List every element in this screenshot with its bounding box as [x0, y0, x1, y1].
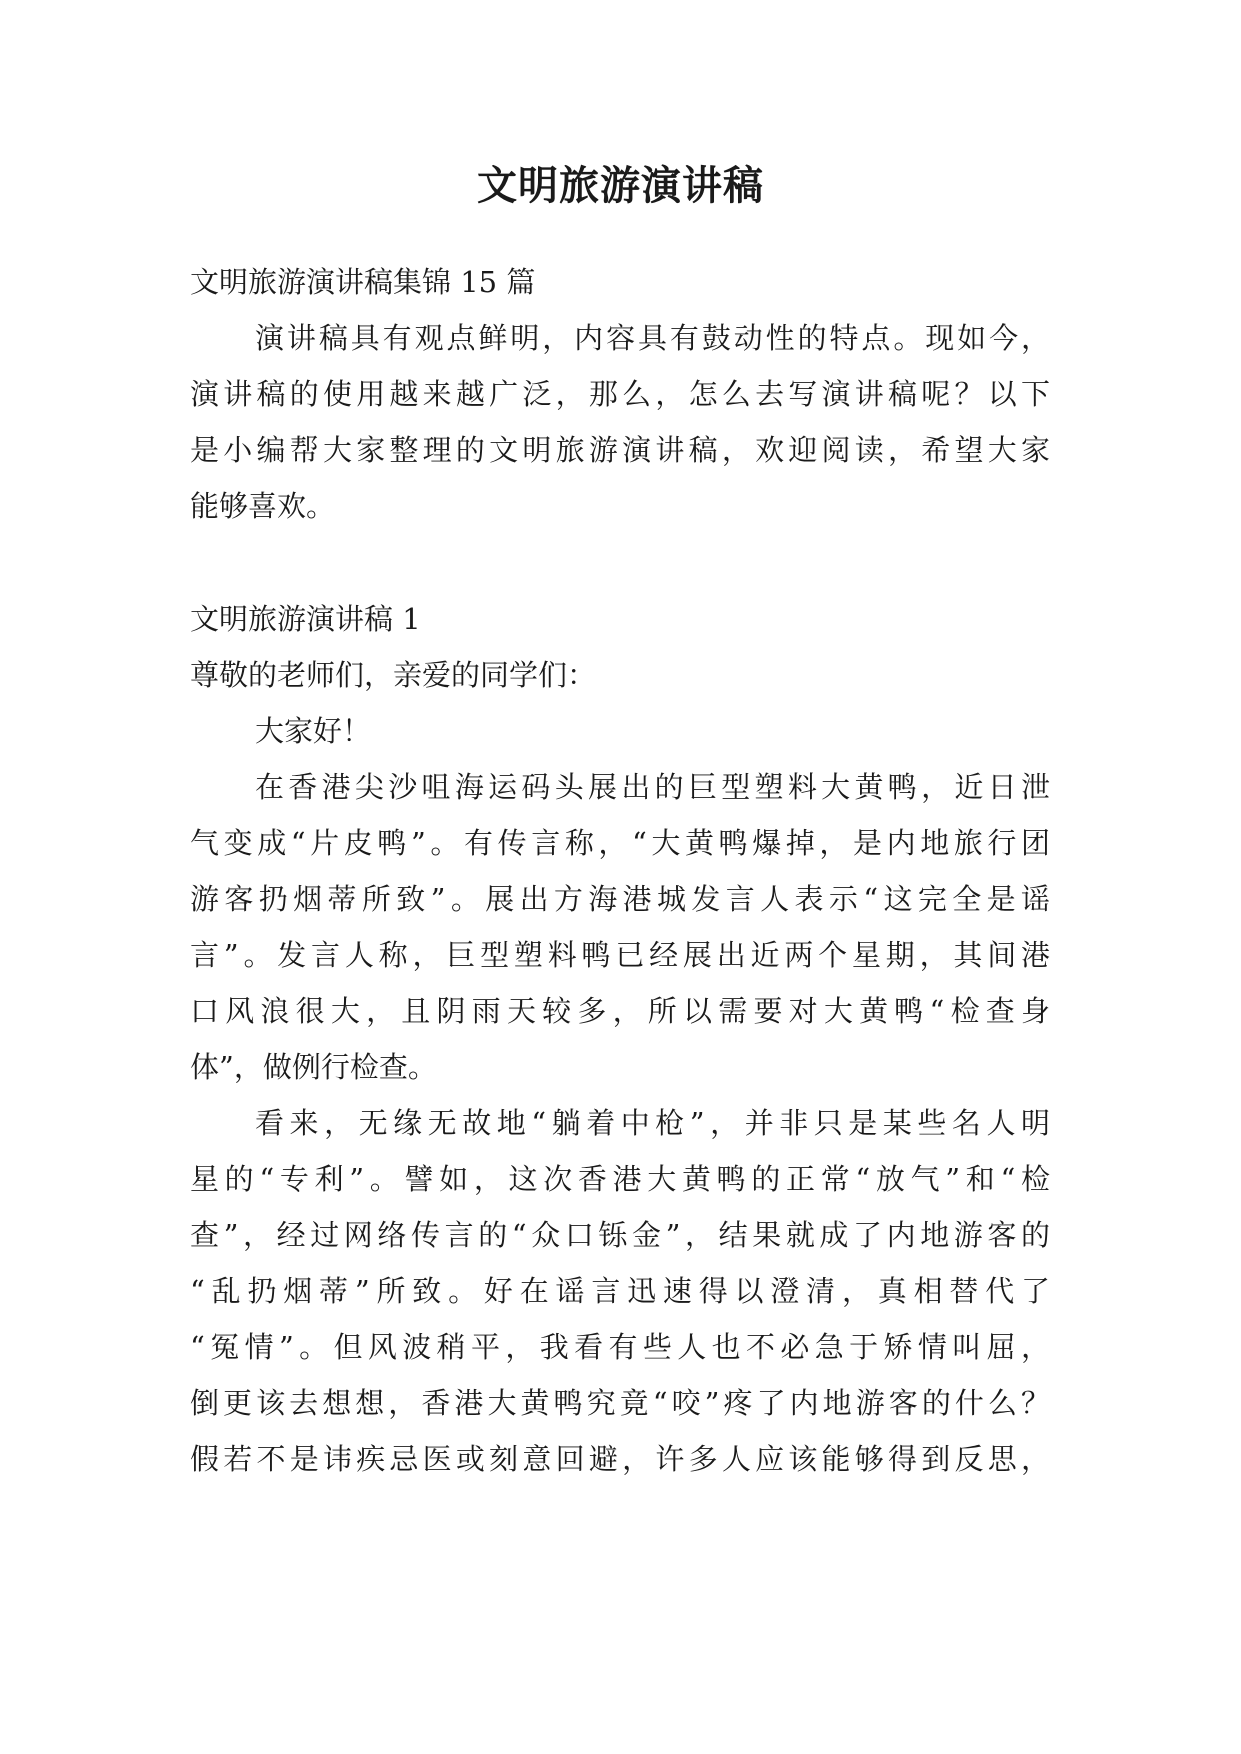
paragraph-line: “冤情”。但风波稍平，我看有些人也不必急于矫情叫屈， [190, 1330, 1050, 1364]
paragraph-line: 体”，做例行检查。 [190, 1050, 437, 1084]
paragraph-line: 在香港尖沙咀海运码头展出的巨型塑料大黄鸭，近日泄 [255, 770, 1050, 804]
paragraph-line: 倒更该去想想，香港大黄鸭究竟“咬”疼了内地游客的什么？ [190, 1386, 1050, 1420]
paragraph-line: 能够喜欢。 [190, 489, 336, 523]
paragraph-line: 演讲稿的使用越来越广泛，那么，怎么去写演讲稿呢？以下 [190, 377, 1050, 411]
paragraph-line: 口风浪很大，且阴雨天较多，所以需要对大黄鸭“检查身 [190, 994, 1050, 1028]
paragraph-line: 游客扔烟蒂所致”。展出方海港城发言人表示“这完全是谣 [190, 882, 1050, 916]
paragraph-line: 查”，经过网络传言的“众口铄金”，结果就成了内地游客的 [190, 1218, 1050, 1252]
paragraph-line: 气变成“片皮鸭”。有传言称，“大黄鸭爆掉，是内地旅行团 [190, 826, 1050, 860]
paragraph-line: 是小编帮大家整理的文明旅游演讲稿，欢迎阅读，希望大家 [190, 433, 1050, 467]
paragraph-line: 看来，无缘无故地“躺着中枪”，并非只是某些名人明 [255, 1106, 1050, 1140]
paragraph-line: 演讲稿具有观点鲜明，内容具有鼓动性的特点。现如今， [255, 321, 1050, 355]
subtitle-line: 文明旅游演讲稿集锦 15 篇 [190, 265, 536, 299]
greeting-line: 大家好！ [255, 714, 372, 748]
paragraph-line: 言”。发言人称，巨型塑料鸭已经展出近两个星期，其间港 [190, 938, 1050, 972]
paragraph-line: 假若不是讳疾忌医或刻意回避，许多人应该能够得到反思， [190, 1442, 1050, 1476]
document-title: 文明旅游演讲稿 [477, 162, 764, 209]
paragraph-line: “乱扔烟蒂”所致。好在谣言迅速得以澄清，真相替代了 [190, 1274, 1050, 1308]
salutation-line: 尊敬的老师们，亲爱的同学们： [190, 658, 597, 692]
paragraph-line: 星的“专利”。譬如，这次香港大黄鸭的正常“放气”和“检 [190, 1162, 1050, 1196]
section-heading: 文明旅游演讲稿 1 [190, 602, 421, 636]
